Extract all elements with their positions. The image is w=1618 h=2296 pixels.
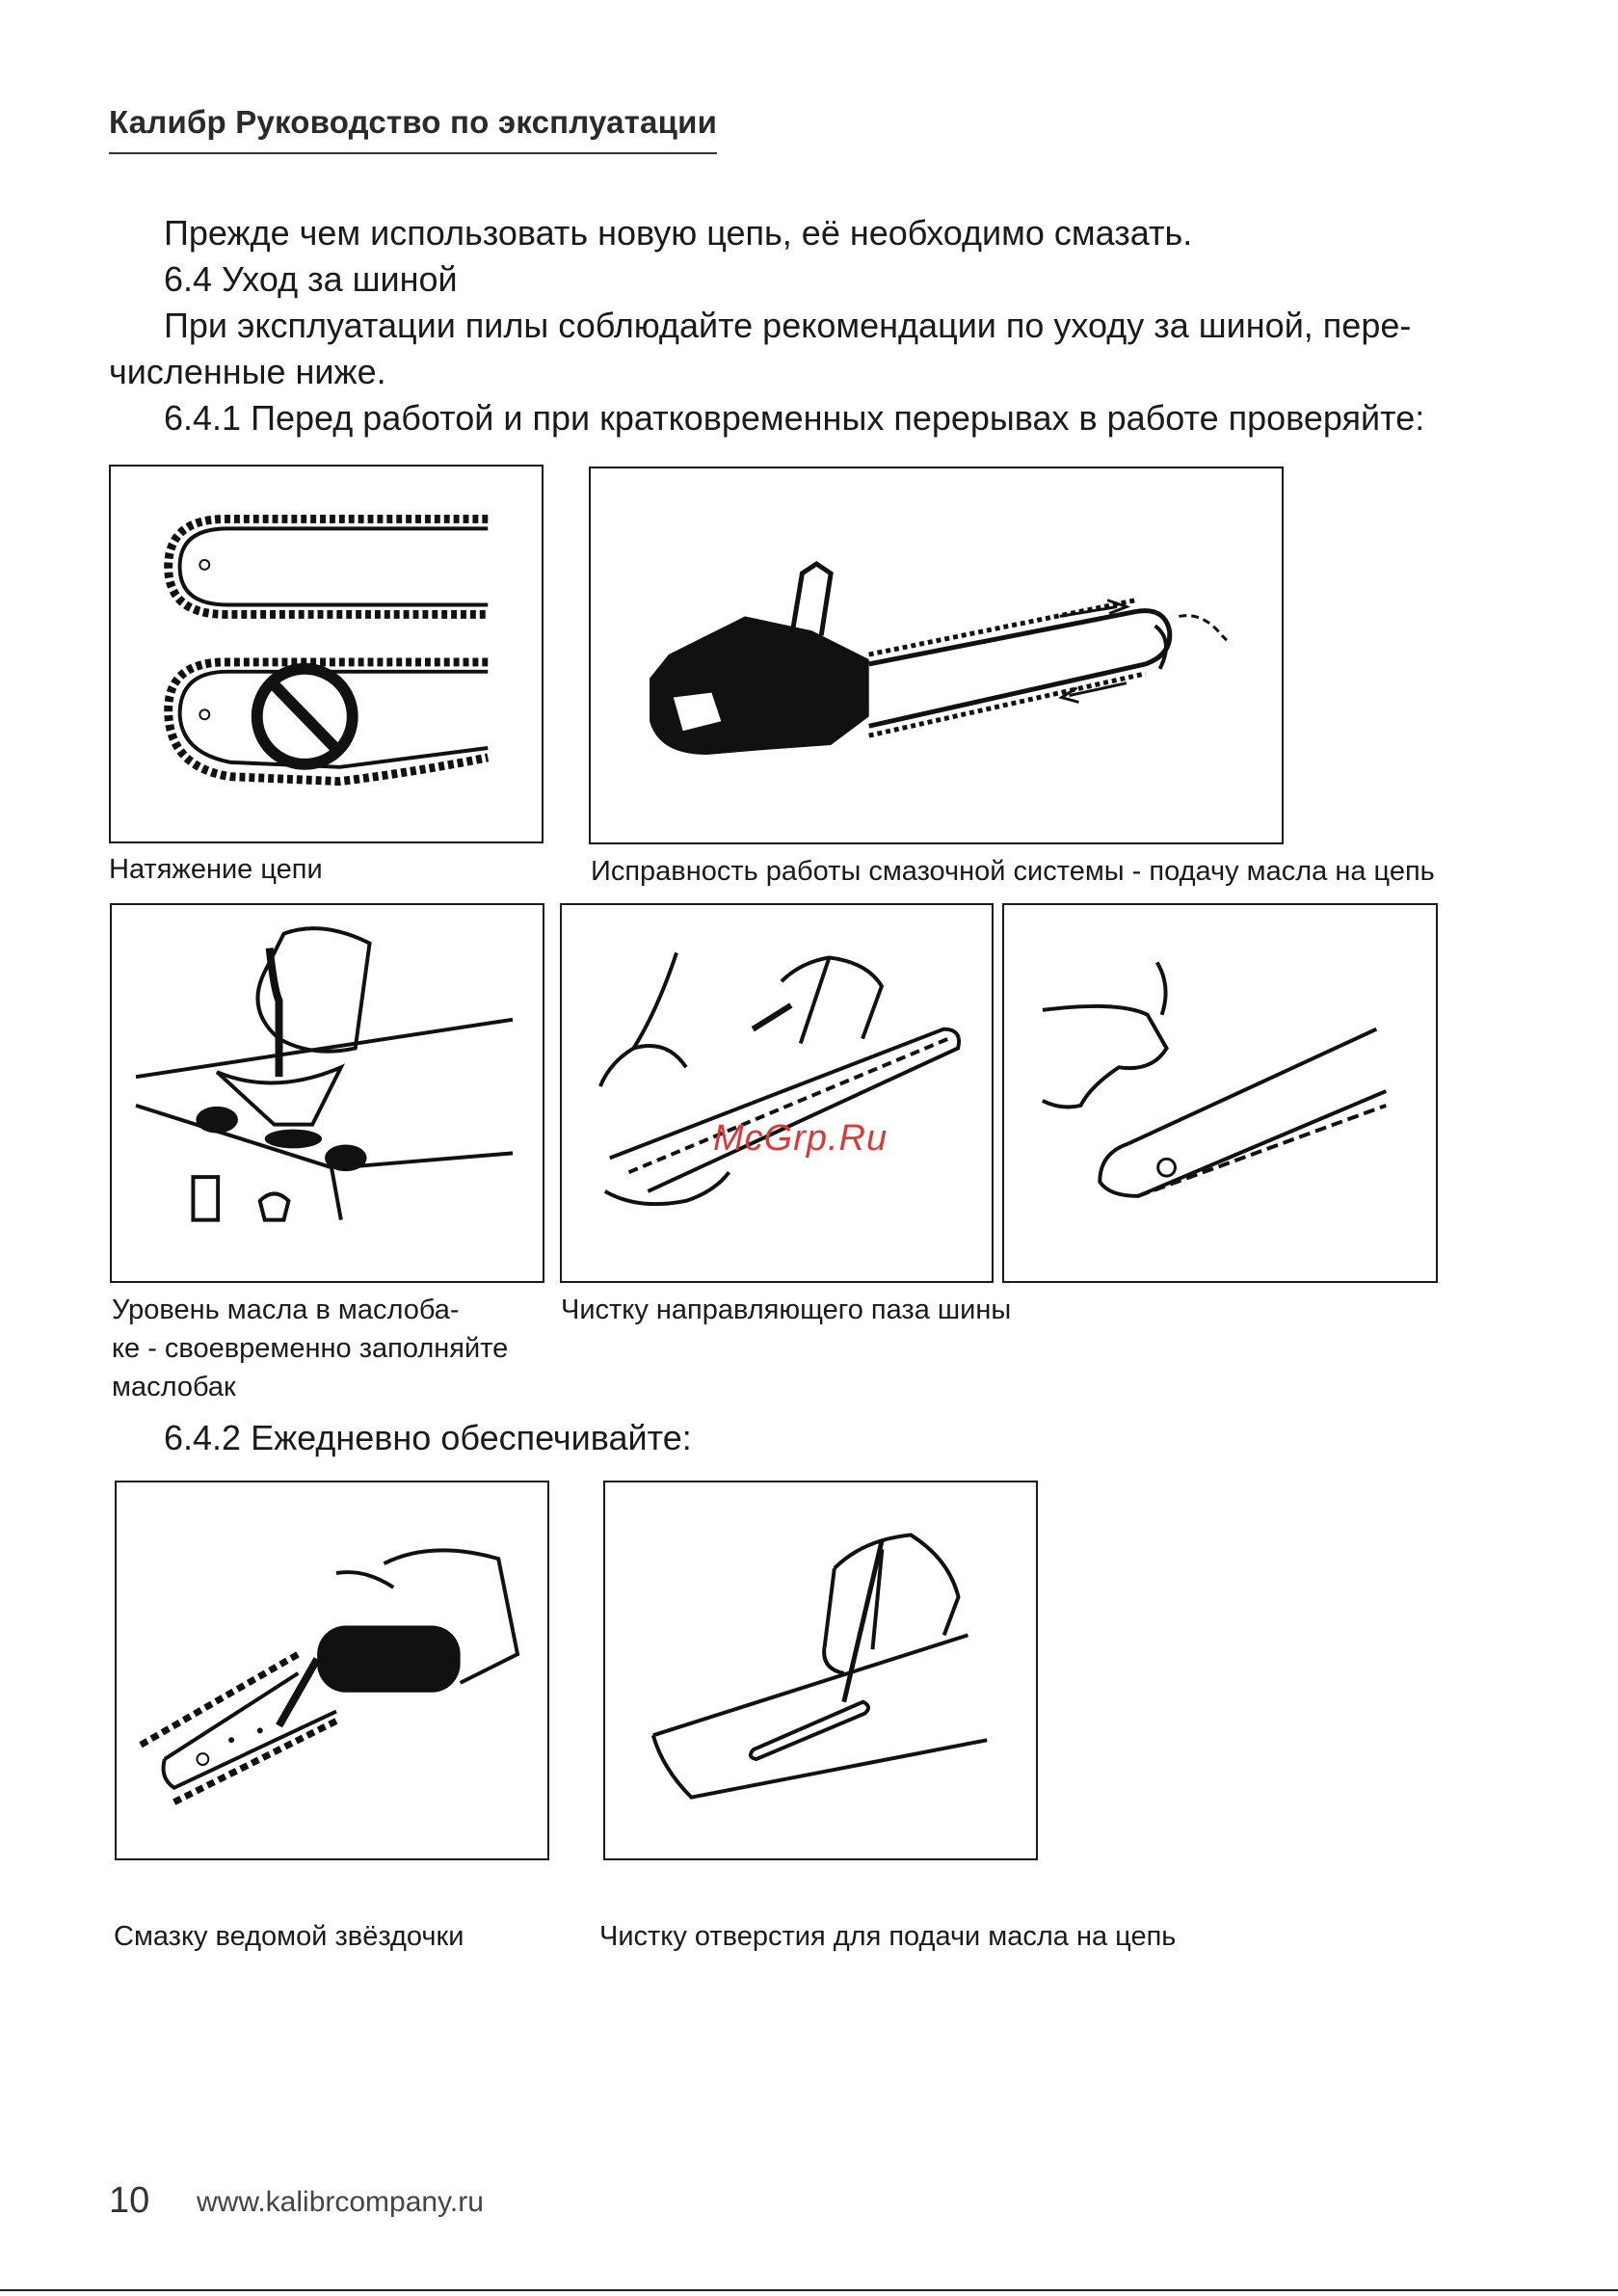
caption-sprocket-lube: Смазку ведомой звёздочки (114, 1921, 464, 1952)
section-heading-6-4: 6.4 Уход за шиной (164, 259, 458, 299)
figure-sprocket-lubrication (115, 1481, 549, 1860)
paragraph-bar-care-line1: При эксплуатации пилы соблюдайте рекомендации по уходу за шиной, пере- (164, 306, 1412, 345)
watermark: McGrp.Ru (713, 1118, 889, 1159)
figure-lubrication-system (589, 467, 1284, 844)
running-header: Калибр Руководство по эксплуатации (109, 104, 717, 154)
grease-gun-body (317, 1625, 460, 1692)
oil-can-icon (260, 1193, 289, 1219)
chainsaw-oiling-illustration (591, 468, 1282, 842)
paragraph-bar-care-line2: численные ниже. (109, 352, 386, 391)
section-heading-6-4-2: 6.4.2 Ежедневно обеспечивайте: (164, 1418, 692, 1457)
groove-cleaning-hand-illustration (562, 905, 992, 1281)
caption-oil-level-line2: ке - своевременно заполняйте (112, 1333, 509, 1364)
page-number: 10 (109, 2180, 150, 2221)
chain-tension-illustration (111, 467, 542, 841)
figure-chain-tension (109, 465, 544, 843)
figure-oil-tank (110, 903, 544, 1283)
caption-lubrication: Исправность работы смазочной системы - подачу масла на цепь (591, 856, 1435, 887)
oil-hole-cleaning-illustration (605, 1482, 1036, 1858)
groove-cleaning-tip-illustration (1004, 905, 1436, 1281)
figure-groove-cleaning-2 (1002, 903, 1438, 1283)
footer-url[interactable]: www.kalibrcompany.ru (197, 2186, 484, 2218)
caption-oil-level-line3: маслобак (112, 1372, 236, 1402)
section-heading-6-4-1: 6.4.1 Перед работой и при кратковременных перерывах в работе проверяйте: (164, 398, 1425, 438)
caption-groove-cleaning: Чистку направляющего паза шины (561, 1295, 1012, 1325)
sprocket-greasing-illustration (117, 1482, 547, 1858)
caption-oil-hole-cleaning: Чистку отверстия для подачи масла на цепь (599, 1921, 1177, 1952)
bottom-rule (0, 2289, 1618, 2291)
caption-chain-tension: Натяжение цепи (109, 854, 323, 885)
figure-groove-cleaning-1 (560, 903, 994, 1283)
fuel-pump-icon (193, 1177, 218, 1220)
oil-filling-illustration (112, 905, 543, 1281)
caption-oil-level-line1: Уровень масла в маслоба- (112, 1295, 460, 1325)
figure-oil-hole-cleaning (603, 1481, 1038, 1860)
paragraph-new-chain: Прежде чем использовать новую цепь, её необходимо смазать. (164, 213, 1193, 253)
